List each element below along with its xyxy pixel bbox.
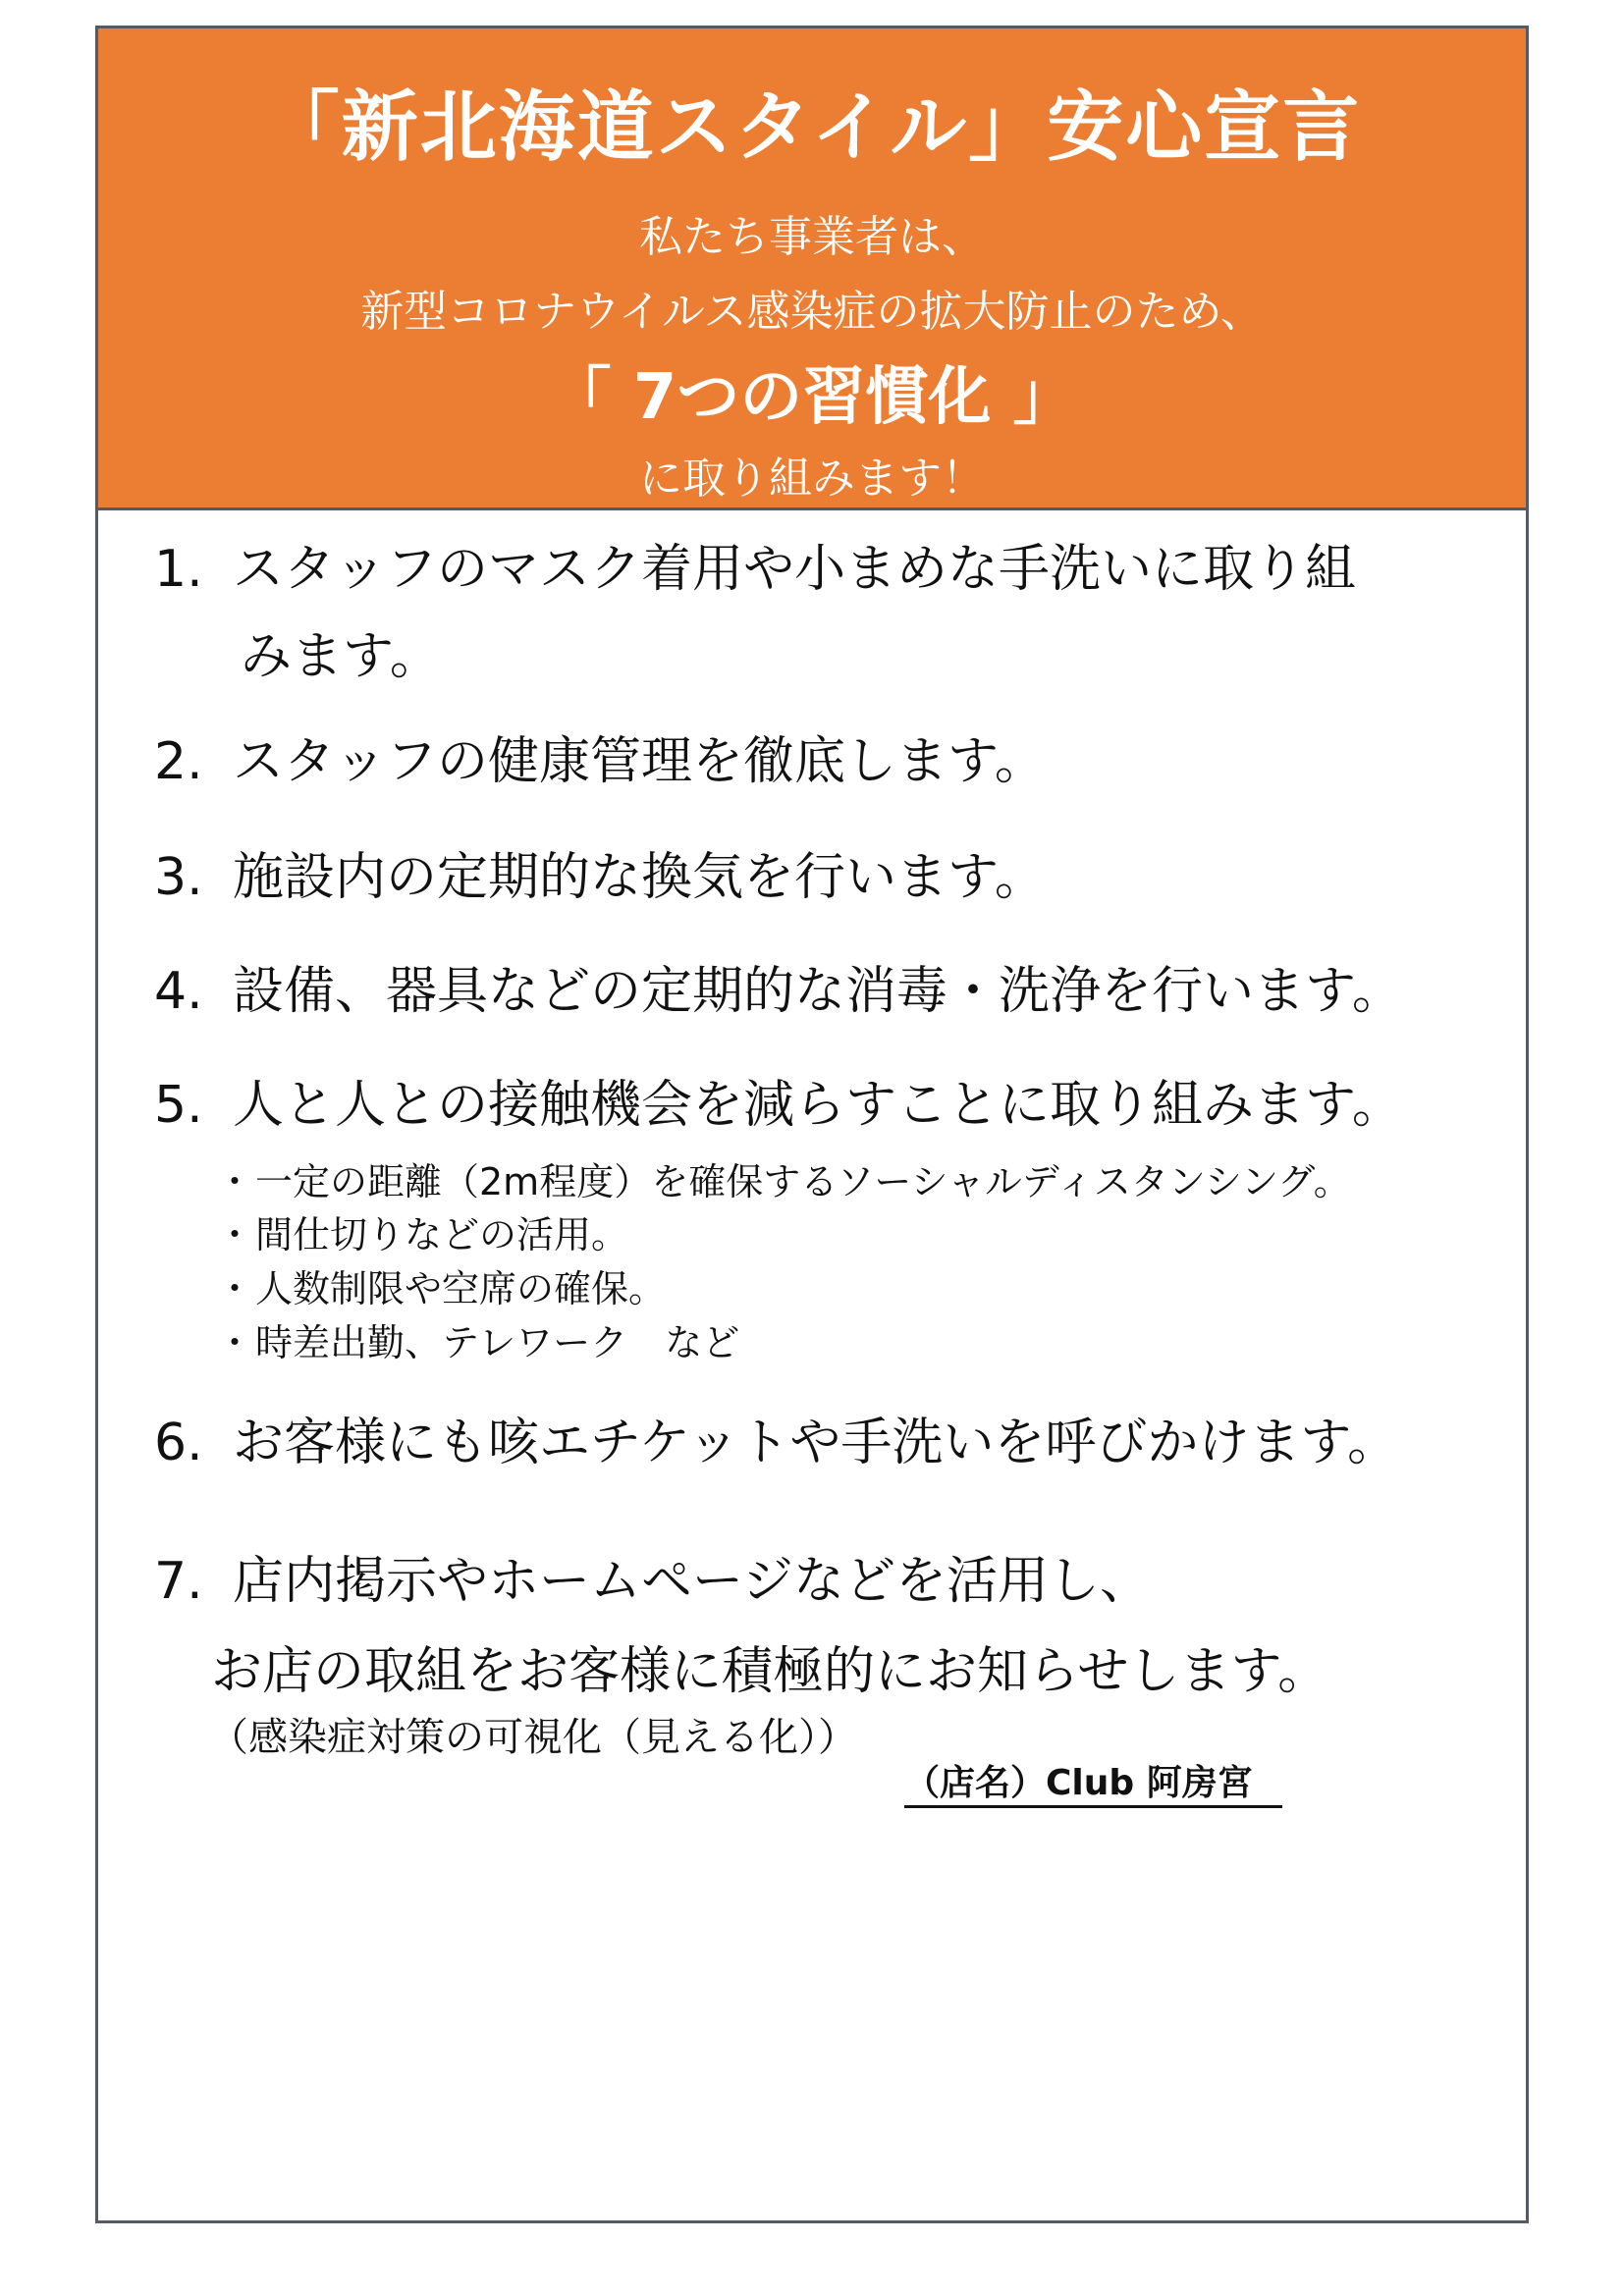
bullet-text: 間仕切りなどの活用。 [255, 1213, 629, 1256]
item-number: 4. [154, 962, 203, 1021]
item-number: 7. [154, 1552, 203, 1611]
item-text: スタッフの健康管理を徹底します。 [233, 732, 1046, 791]
subtitle-line-2: 新型コロナウイルス感染症の拡大防止のため、 [360, 287, 1264, 337]
page-title: 「新北海道スタイル」安心宣言 [262, 83, 1362, 172]
bullet-mark: ・ [216, 1213, 254, 1256]
sub-bullet-2 [216, 1204, 628, 1258]
seven-habits-heading: 「 7つの習慣化 」 [548, 361, 1076, 434]
list-item-5 [154, 1070, 1403, 1141]
list-item-7 [154, 1546, 1151, 1617]
bullet-text: 一定の距離（2m程度）を確保するソーシャルディスタンシング。 [255, 1160, 1351, 1203]
subtitle-line-1: 私たち事業者は、 [639, 212, 985, 262]
sub-bullet-1 [216, 1151, 1351, 1205]
bullet-text: 時差出勤、テレワーク など [255, 1321, 740, 1364]
item-number: 1. [154, 540, 203, 599]
bullet-mark: ・ [216, 1267, 254, 1310]
item-text: 人と人との接触機会を減らすことに取り組みます。 [233, 1076, 1403, 1135]
list-item-2 [154, 726, 1046, 797]
sub-bullet-3 [216, 1258, 666, 1312]
sub-bullet-4 [216, 1312, 739, 1366]
item-text: お客様にも咳エチケットや手洗いを呼びかけます。 [233, 1414, 1399, 1472]
subtitle-line-3: に取り組みます！ [639, 454, 985, 504]
item-7-note: （感染症対策の可視化（見える化）） [209, 1715, 857, 1760]
list-item-6 [154, 1408, 1398, 1478]
bullet-text: 人数制限や空席の確保。 [255, 1267, 667, 1310]
item-text: 店内掲示やホームページなどを活用し、 [233, 1552, 1151, 1611]
bullet-mark: ・ [216, 1160, 254, 1203]
item-number: 6. [154, 1414, 203, 1472]
item-text: 施設内の定期的な換気を行います。 [233, 848, 1046, 907]
item-text: 設備、器具などの定期的な消毒・洗浄を行います。 [233, 962, 1403, 1021]
header-banner [98, 28, 1526, 510]
item-text: スタッフのマスク着用や小まめな手洗いに取り組 [233, 540, 1357, 599]
list-item-1 [154, 534, 1356, 605]
item-number: 5. [154, 1076, 203, 1135]
item-number: 3. [154, 848, 203, 907]
item-1-continuation: みます。 [241, 627, 441, 686]
store-name: （店名）Club 阿房宮 [904, 1755, 1282, 1808]
bullet-mark: ・ [216, 1321, 254, 1364]
item-7-continuation: お店の取組をお客様に積極的にお知らせします。 [211, 1642, 1329, 1701]
item-number: 2. [154, 732, 203, 791]
list-item-3 [154, 842, 1046, 913]
list-item-4 [154, 956, 1403, 1027]
